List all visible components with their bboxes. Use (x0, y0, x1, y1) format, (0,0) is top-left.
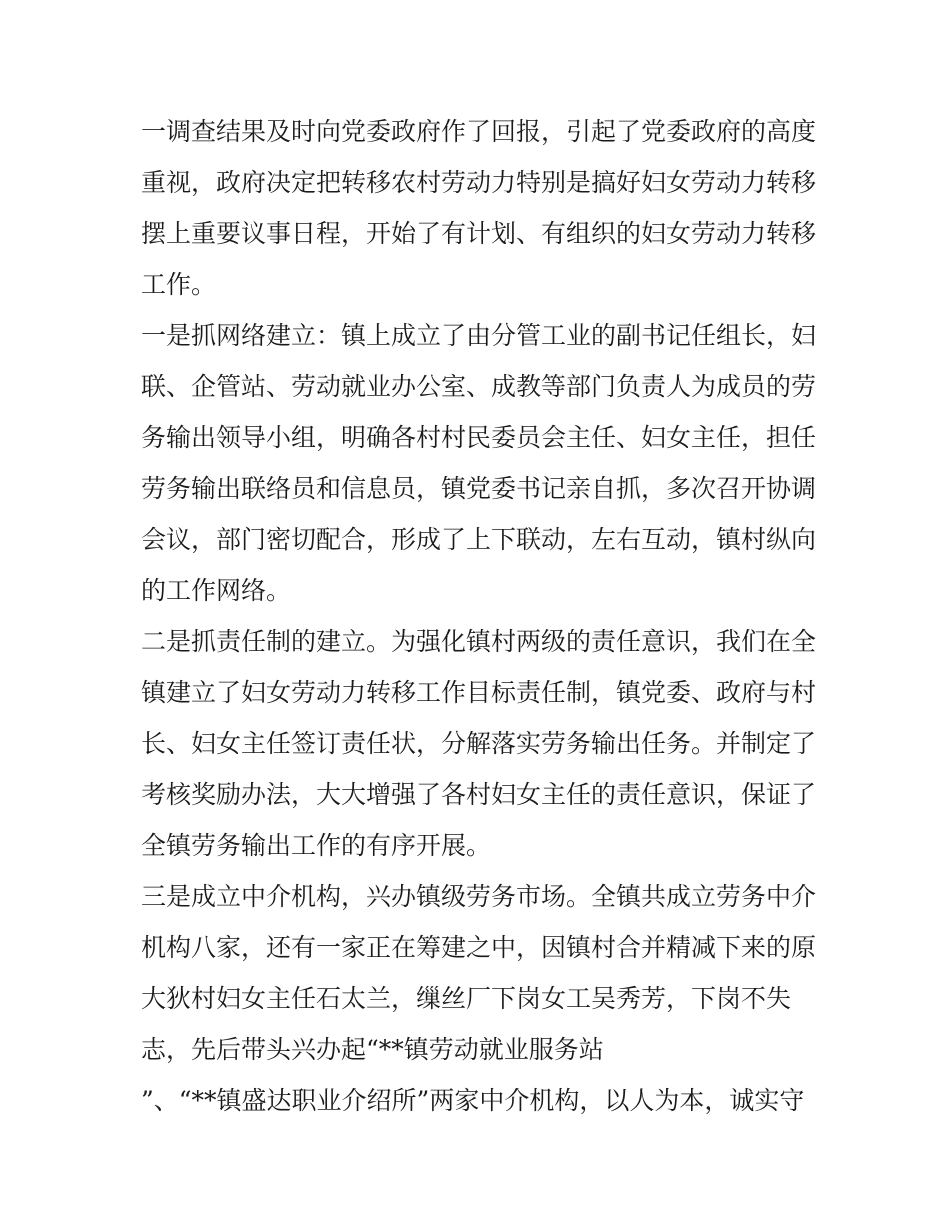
text-line: 志，先后带头兴办起“**镇劳动就业服务站 (141, 1035, 604, 1064)
text-line: 二是抓责任制的建立。为强化镇村两级的责任意识，我们在全 (141, 627, 817, 656)
text-line: 大狄村妇女主任石太兰，缫丝厂下岗女工吴秀芳，下岗不失 (141, 984, 792, 1013)
text-line: 全镇劳务输出工作的有序开展。 (141, 831, 492, 860)
text-line: 三是成立中介机构，兴办镇级劳务市场。全镇共成立劳务中介 (141, 882, 817, 911)
text-line: 工作。 (141, 270, 217, 299)
text-line: 长、妇女主任签订责任状，分解落实劳务输出任务。并制定了 (141, 729, 817, 758)
text-line: 一调查结果及时向党委政府作了回报，引起了党委政府的高度 (141, 117, 817, 146)
text-line: 摆上重要议事日程，开始了有计划、有组织的妇女劳动力转移 (141, 219, 817, 248)
text-line: 务输出领导小组，明确各村村民委员会主任、妇女主任，担任 (141, 423, 817, 452)
text-line: 一是抓网络建立：镇上成立了由分管工业的副书记任组长，妇 (141, 321, 817, 350)
text-line: 的工作网络。 (141, 576, 292, 605)
text-line: 镇建立了妇女劳动力转移工作目标责任制，镇党委、政府与村 (141, 678, 817, 707)
text-line: 联、企管站、劳动就业办公室、成教等部门负责人为成员的劳 (141, 372, 817, 401)
text-line: 重视，政府决定把转移农村劳动力特别是搞好妇女劳动力转移 (141, 168, 817, 197)
text-line: 劳务输出联络员和信息员，镇党委书记亲自抓，多次召开协调 (141, 474, 817, 503)
text-line: 考核奖励办法，大大增强了各村妇女主任的责任意识，保证了 (141, 780, 817, 809)
text-line: 会议，部门密切配合，形成了上下联动，左右互动，镇村纵向 (141, 525, 817, 554)
text-line: ”、“**镇盛达职业介绍所”两家中介机构，以人为本，诚实守 (141, 1086, 805, 1115)
document-body (141, 106, 821, 1126)
text-line: 机构八家，还有一家正在筹建之中，因镇村合并精减下来的原 (141, 933, 817, 962)
